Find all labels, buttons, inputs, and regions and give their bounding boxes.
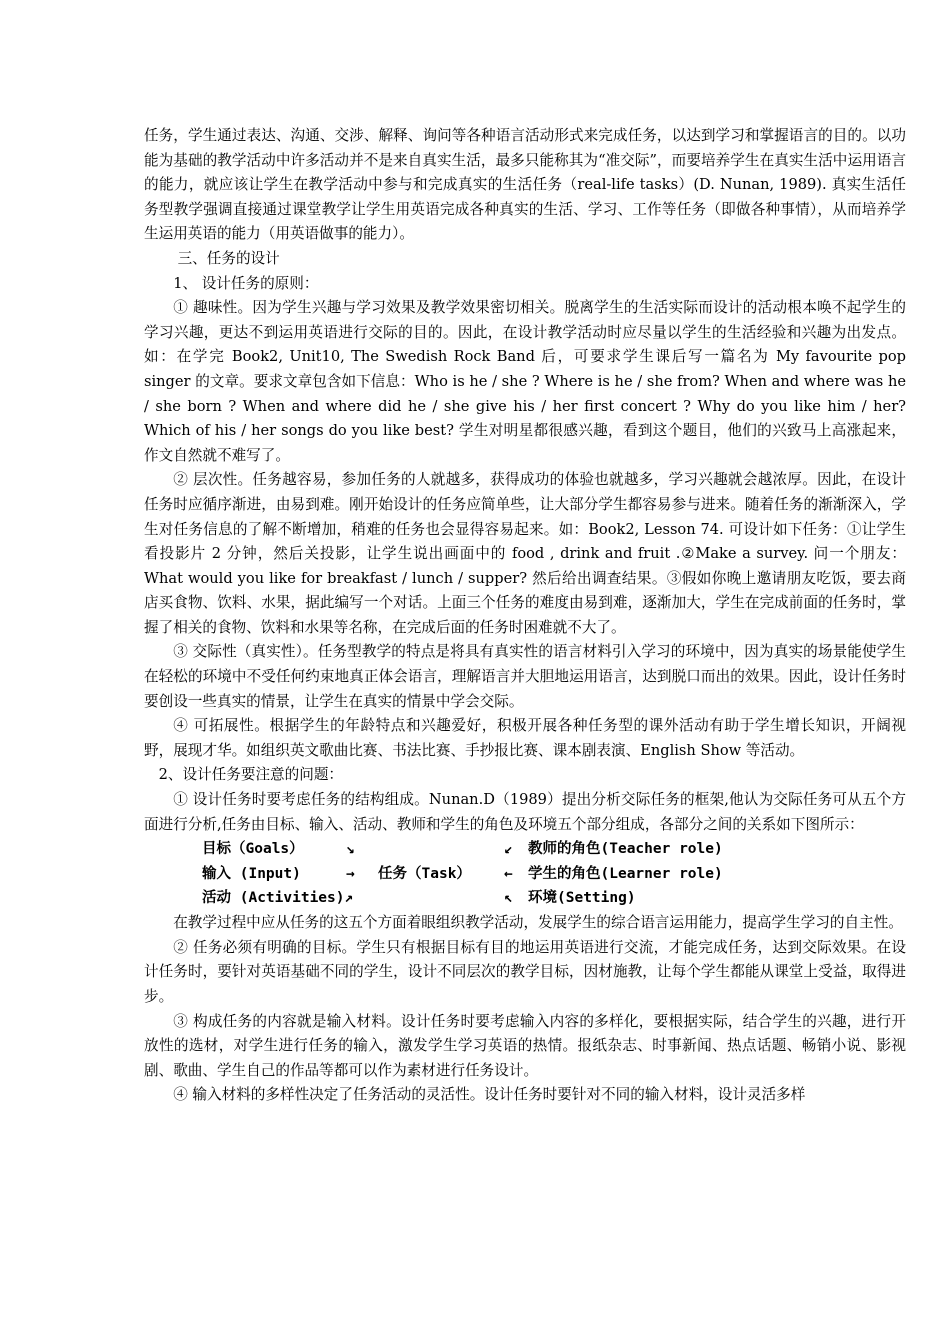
paragraph-communication: ③ 交际性（真实性）。任务型教学的特点是将具有真实性的语言材料引入学习的环境中，因为真实的场景能使学生在轻松的环境中不受任何约束地真正体会语言，理解语言并大胆地运用语言，达到脱口而出的效果。因此，设计任务时要创设一些真实的情景，让学生在真实的情景中学会交际。: [144, 643, 906, 710]
paragraph-after-diagram: 在教学过程中应从任务的这五个方面着眼组织教学活动，发展学生的综合语言运用能力，提高学生学习的自主性。: [173, 914, 903, 932]
paragraph-goal: ② 任务必须有明确的目标。学生只有根据目标有目的地运用英语进行交流，才能完成任务，达到交际效果。在设计任务时，要针对英语基础不同的学生，设计不同层次的教学目标，因材施教，让每个学生都能从课堂上受益，取得进步。: [144, 938, 906, 1005]
paragraph-level: ② 层次性。任务越容易，参加任务的人就越多，获得成功的体验也就越多，学习兴趣就会越浓厚。因此，在设计任务时应循序渐进，由易到难。刚开始设计的任务应简单些，让大部分学生都容易参与进来。随着任务的渐渐深入，学生对任务信息的了解不断增加，稍难的任务也会显得容易起来。如：Book2, Lesson 74. 可设计如下任务：①让学生看投影片 2 分钟，然后关投影，让学生说出画面中的 food , drink and fruit .②Make a survey. 问一个朋友：What would you like for breakfast / lunch / supper? 然后给出调查结果。③假如你晚上邀请朋友吃饭，要去商店买食物、饮料、水果，据此编写一个对话。上面三个任务的难度由易到难，逐渐加大，学生在完成前面的任务时，掌握了相关的食物、饮料和水果等名称，在完成后面的任务时困难就不大了。: [144, 471, 906, 636]
arrow-teacher-icon: ↙: [504, 841, 513, 858]
diagram-goals: 目标（Goals）: [202, 841, 304, 858]
task-structure-diagram: [144, 837, 906, 911]
paragraph-extensibility: ④ 可拓展性。根据学生的年龄特点和兴趣爱好，积极开展各种任务型的课外活动有助于学生增长知识，开阔视野，展现才华。如组织英文歌曲比赛、书法比赛、手抄报比赛、课本剧表演、English Show 等活动。: [144, 717, 906, 759]
paragraph-last: ④ 输入材料的多样性决定了任务活动的灵活性。设计任务时要针对不同的输入材料，设计灵活多样: [173, 1086, 806, 1104]
subheading-principles: 1、 设计任务的原则：: [173, 274, 319, 292]
arrow-setting-icon: ↖: [504, 890, 513, 907]
document-page: [144, 124, 906, 1108]
paragraph-intro: 任务，学生通过表达、沟通、交涉、解释、询问等各种语言活动形式来完成任务，以达到学习和掌握语言的目的。以功能为基础的教学活动中许多活动并不是来自真实生活，最多只能称其为“准交际”，而要培养学生在真实生活中运用语言的能力，就应该让学生在教学活动中参与和完成真实的生活任务（real-life tasks）(D. Nunan, 1989). 真实生活任务型教学强调直接通过课堂教学让学生用英语完成各种真实的生活、学习、工作等任务（即做各种事情），从而培养学生运用英语的能力（用英语做事的能力）。: [144, 127, 906, 243]
arrow-learner-icon: ←: [504, 865, 513, 882]
diagram-learner-role: 学生的角色(Learner role): [528, 865, 723, 882]
diagram-activities: 活动 (Activities)↗: [202, 890, 354, 907]
diagram-input: 输入 (Input): [202, 865, 301, 882]
arrow-input-icon: →: [346, 865, 355, 882]
paragraph-input: ③ 构成任务的内容就是输入材料。设计任务时要考虑输入内容的多样化，要根据实际，结合学生的兴趣，进行开放性的选材，对学生进行任务的输入，激发学生学习英语的热情。报纸杂志、时事新闻、热点话题、畅销小说、影视剧、歌曲、学生自己的作品等都可以作为素材进行任务设计。: [144, 1012, 906, 1079]
diagram-task: 任务（Task）: [378, 865, 471, 882]
subheading-issues: 2、设计任务要注意的问题：: [158, 766, 344, 784]
paragraph-interest: ① 趣味性。因为学生兴趣与学习效果及教学效果密切相关。脱离学生的生活实际而设计的活动根本唤不起学生的学习兴趣，更达不到运用英语进行交际的目的。因此，在设计教学活动时应尽量以学生的生活经验和兴趣为出发点。如：在学完 Book2, Unit10, The Swedish Rock Band 后，可要求学生课后写一篇名为 My favourite pop singer 的文章。要求文章包含如下信息：Who is he / she ? Where is he / she from? When and where was he / she born ? When and where did he / she give his / her first concert ? Why do you like him / her? Which of his / her songs do you like best? 学生对明星都很感兴趣，看到这个题目，他们的兴致马上高涨起来，作文自然就不难写了。: [144, 299, 906, 464]
diagram-teacher-role: 教师的角色(Teacher role): [528, 841, 723, 858]
section-heading-task-design: 三、任务的设计: [177, 249, 280, 267]
arrow-goals-icon: ↘: [346, 841, 355, 858]
paragraph-structure: ① 设计任务时要考虑任务的结构组成。Nunan.D（1989）提出分析交际任务的框架,他认为交际任务可从五个方面进行分析,任务由目标、输入、活动、教师和学生的角色及环境五个部分组成，各部分之间的关系如下图所示：: [144, 791, 906, 833]
diagram-setting: 环境(Setting): [528, 890, 636, 907]
